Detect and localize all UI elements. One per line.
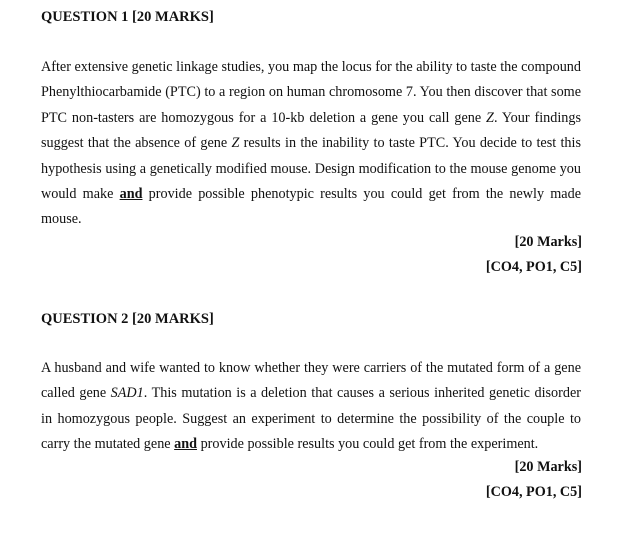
gene-z-name: Z	[231, 135, 240, 152]
question-2-outcomes: [CO4, PO1, C5]	[485, 484, 582, 500]
q1-text-part-1: After extensive genetic linkage studies, you map the locus for the ability to taste the compound Phenylthiocarbamide (PTC) to a region on human chromosome 7. You then discover that some PTC non-tasters are homozygous for a 10-kb deletion a gene you call gene	[41, 59, 581, 126]
q2-text-part-2: . This mutation is a deletion that causes a serious inherited genetic disorder in homozygous people. Suggest an experiment to determine the possibility of the couple to carry the mutated gene	[41, 385, 581, 453]
q1-text-part-3: results in the inability to taste PTC. You decide to test this hypothesis using a genetically modified mouse. Design modification to the mouse genome you would make	[41, 135, 581, 203]
gene-z-name: Z	[486, 109, 494, 126]
gene-sad1-name: SAD1	[110, 385, 144, 402]
question-2-heading: QUESTION 2 [20 MARKS]	[41, 311, 214, 327]
q2-and-emphasis: and	[174, 436, 198, 453]
question-1-heading: QUESTION 1 [20 MARKS]	[41, 9, 214, 25]
q2-text-part-1: A husband and wife wanted to know whether they were carriers of the mutated form of a gene called gene	[41, 360, 581, 402]
q1-text-part-4: provide possible phenotypic results you could get from the newly made mouse.	[41, 186, 581, 228]
question-1-marks: [20 Marks]	[514, 234, 582, 250]
question-1-text	[41, 55, 581, 233]
question-1-outcomes: [CO4, PO1, C5]	[485, 259, 582, 275]
q2-text-part-3: provide possible results you could get from the experiment.	[197, 436, 539, 453]
question-2-marks: [20 Marks]	[514, 459, 582, 475]
q1-and-emphasis: and	[119, 186, 143, 203]
q1-text-part-2: . Your findings suggest that the absence of gene	[41, 109, 581, 152]
question-2-text	[41, 356, 581, 458]
